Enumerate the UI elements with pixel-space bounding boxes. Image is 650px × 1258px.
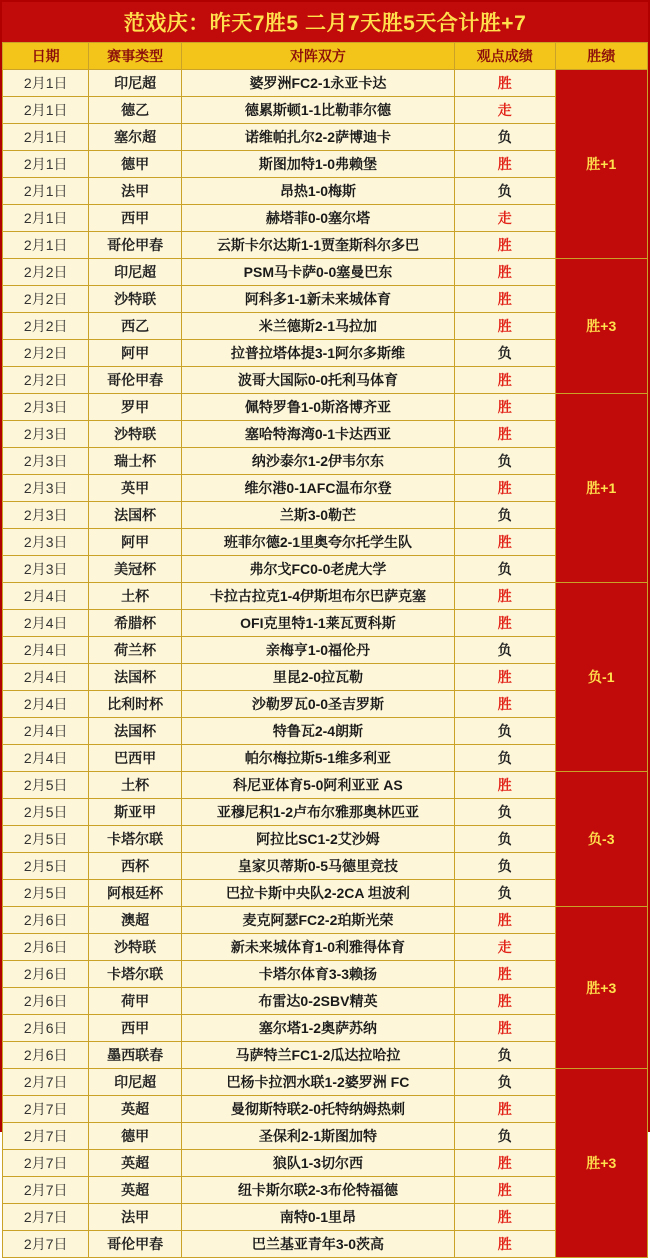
cell-league: 土杯 [89, 583, 181, 610]
cell-result: 胜 [455, 1177, 555, 1204]
cell-date: 2月5日 [3, 772, 89, 799]
cell-result: 负 [455, 340, 555, 367]
cell-league: 印尼超 [89, 70, 181, 97]
cell-result: 负 [455, 745, 555, 772]
cell-league: 塞尔超 [89, 124, 181, 151]
cell-match: 皇家贝蒂斯0-5马德里竞技 [181, 853, 454, 880]
cell-match: 拉普拉塔体提3-1阿尔多斯维 [181, 340, 454, 367]
cell-date: 2月6日 [3, 988, 89, 1015]
cell-match: 巴杨卡拉泗水联1-2婆罗洲 FC [181, 1069, 454, 1096]
cell-date: 2月1日 [3, 232, 89, 259]
cell-date: 2月3日 [3, 556, 89, 583]
cell-result: 胜 [455, 70, 555, 97]
table-row [3, 772, 648, 799]
cell-match: 塞尔塔1-2奥萨苏纳 [181, 1015, 454, 1042]
table-row [3, 70, 648, 97]
cell-group-summary: 胜+3 [555, 1069, 647, 1258]
table-row [3, 151, 648, 178]
cell-result: 胜 [455, 961, 555, 988]
table-row [3, 1042, 648, 1069]
cell-league: 英甲 [89, 475, 181, 502]
table-row [3, 853, 648, 880]
cell-result: 胜 [455, 583, 555, 610]
cell-date: 2月4日 [3, 583, 89, 610]
cell-league: 哥伦甲春 [89, 367, 181, 394]
cell-result: 胜 [455, 610, 555, 637]
cell-date: 2月3日 [3, 394, 89, 421]
cell-date: 2月4日 [3, 718, 89, 745]
cell-league: 希腊杯 [89, 610, 181, 637]
cell-league: 西甲 [89, 1015, 181, 1042]
cell-match: 云斯卡尔达斯1-1贾奎斯科尔多巴 [181, 232, 454, 259]
cell-date: 2月4日 [3, 664, 89, 691]
table-row [3, 934, 648, 961]
cell-match: 佩特罗鲁1-0斯洛博齐亚 [181, 394, 454, 421]
cell-match: 斯图加特1-0弗赖堡 [181, 151, 454, 178]
cell-result: 负 [455, 853, 555, 880]
table-row [3, 880, 648, 907]
cell-match: 卡拉古拉克1-4伊斯坦布尔巴萨克塞 [181, 583, 454, 610]
cell-result: 胜 [455, 232, 555, 259]
cell-match: 狼队1-3切尔西 [181, 1150, 454, 1177]
table-row [3, 826, 648, 853]
cell-match: 巴兰基亚青年3-0茨高 [181, 1231, 454, 1258]
table-row [3, 313, 648, 340]
cell-match: 德累斯顿1-1比勒菲尔德 [181, 97, 454, 124]
cell-league: 西杯 [89, 853, 181, 880]
table-row [3, 286, 648, 313]
cell-date: 2月5日 [3, 826, 89, 853]
cell-date: 2月4日 [3, 610, 89, 637]
table-row [3, 1069, 648, 1096]
cell-league: 墨西联春 [89, 1042, 181, 1069]
cell-result: 负 [455, 1042, 555, 1069]
cell-result: 负 [455, 1123, 555, 1150]
table-row [3, 1177, 648, 1204]
cell-date: 2月6日 [3, 961, 89, 988]
cell-match: 塞哈特海湾0-1卡达西亚 [181, 421, 454, 448]
table-row [3, 529, 648, 556]
cell-league: 德甲 [89, 1123, 181, 1150]
cell-league: 阿甲 [89, 340, 181, 367]
cell-date: 2月2日 [3, 367, 89, 394]
cell-match: 沙勒罗瓦0-0圣吉罗斯 [181, 691, 454, 718]
cell-match: 诺维帕扎尔2-2萨博迪卡 [181, 124, 454, 151]
cell-result: 胜 [455, 1015, 555, 1042]
cell-result: 胜 [455, 1096, 555, 1123]
page-title: 范戏庆：昨天7胜5 二月7天胜5天合计胜+7 [123, 12, 527, 35]
cell-match: 新未来城体育1-0利雅得体育 [181, 934, 454, 961]
cell-date: 2月5日 [3, 799, 89, 826]
cell-date: 2月1日 [3, 178, 89, 205]
cell-result: 胜 [455, 907, 555, 934]
cell-date: 2月5日 [3, 853, 89, 880]
table-row [3, 1096, 648, 1123]
cell-match: 昂热1-0梅斯 [181, 178, 454, 205]
cell-date: 2月7日 [3, 1096, 89, 1123]
cell-date: 2月3日 [3, 502, 89, 529]
table-row [3, 1123, 648, 1150]
cell-result: 胜 [455, 313, 555, 340]
cell-league: 沙特联 [89, 421, 181, 448]
cell-date: 2月4日 [3, 745, 89, 772]
cell-league: 卡塔尔联 [89, 826, 181, 853]
cell-match: 兰斯3-0勒芒 [181, 502, 454, 529]
table-row [3, 475, 648, 502]
table-row [3, 664, 648, 691]
table-row [3, 124, 648, 151]
cell-date: 2月6日 [3, 1042, 89, 1069]
table-row [3, 259, 648, 286]
cell-result: 胜 [455, 1150, 555, 1177]
cell-group-summary: 负-3 [555, 772, 647, 907]
cell-result: 胜 [455, 151, 555, 178]
cell-league: 瑞士杯 [89, 448, 181, 475]
cell-league: 印尼超 [89, 1069, 181, 1096]
cell-league: 法国杯 [89, 502, 181, 529]
cell-result: 胜 [455, 988, 555, 1015]
table-row [3, 1150, 648, 1177]
cell-league: 德乙 [89, 97, 181, 124]
table-body [3, 70, 648, 1258]
cell-date: 2月7日 [3, 1123, 89, 1150]
cell-result: 胜 [455, 664, 555, 691]
cell-result: 胜 [455, 772, 555, 799]
cell-league: 土杯 [89, 772, 181, 799]
cell-match: 纽卡斯尔联2-3布伦特福德 [181, 1177, 454, 1204]
cell-result: 负 [455, 718, 555, 745]
cell-result: 负 [455, 799, 555, 826]
column-header-result: 观点成绩 [455, 43, 555, 70]
table-row [3, 448, 648, 475]
cell-league: 沙特联 [89, 286, 181, 313]
table-row [3, 988, 648, 1015]
header-row [3, 43, 648, 70]
table-row [3, 718, 648, 745]
cell-result: 胜 [455, 529, 555, 556]
table-row [3, 637, 648, 664]
cell-league: 美冠杯 [89, 556, 181, 583]
cell-match: 马萨特兰FC1-2瓜达拉哈拉 [181, 1042, 454, 1069]
cell-date: 2月3日 [3, 529, 89, 556]
cell-league: 阿甲 [89, 529, 181, 556]
cell-result: 胜 [455, 286, 555, 313]
cell-result: 胜 [455, 475, 555, 502]
table-header [3, 43, 648, 70]
cell-result: 走 [455, 934, 555, 961]
cell-match: 麦克阿瑟FC2-2珀斯光荣 [181, 907, 454, 934]
cell-match: 米兰德斯2-1马拉加 [181, 313, 454, 340]
cell-result: 胜 [455, 1231, 555, 1258]
cell-league: 英超 [89, 1150, 181, 1177]
table-row [3, 97, 648, 124]
cell-match: 婆罗洲FC2-1永亚卡达 [181, 70, 454, 97]
cell-league: 卡塔尔联 [89, 961, 181, 988]
cell-result: 负 [455, 637, 555, 664]
column-header-date: 日期 [3, 43, 89, 70]
table-row [3, 367, 648, 394]
cell-league: 西甲 [89, 205, 181, 232]
cell-result: 负 [455, 124, 555, 151]
cell-match: 亲梅亨1-0福伦丹 [181, 637, 454, 664]
table-row [3, 556, 648, 583]
column-header-match: 对阵双方 [181, 43, 454, 70]
match-results-table [2, 42, 648, 1258]
cell-result: 负 [455, 880, 555, 907]
cell-match: 圣保利2-1斯图加特 [181, 1123, 454, 1150]
cell-result: 胜 [455, 259, 555, 286]
table-row [3, 745, 648, 772]
cell-result: 胜 [455, 394, 555, 421]
table-row [3, 178, 648, 205]
cell-date: 2月6日 [3, 907, 89, 934]
cell-match: 科尼亚体育5-0阿利亚亚 AS [181, 772, 454, 799]
cell-league: 法国杯 [89, 718, 181, 745]
cell-result: 负 [455, 448, 555, 475]
cell-date: 2月4日 [3, 691, 89, 718]
cell-date: 2月1日 [3, 151, 89, 178]
table-row [3, 1204, 648, 1231]
sheet-title-bar [2, 2, 648, 42]
cell-result: 走 [455, 97, 555, 124]
cell-date: 2月4日 [3, 637, 89, 664]
cell-league: 比利时杯 [89, 691, 181, 718]
cell-result: 走 [455, 205, 555, 232]
table-row [3, 205, 648, 232]
table-row [3, 691, 648, 718]
cell-match: 赫塔菲0-0塞尔塔 [181, 205, 454, 232]
cell-match: 纳沙泰尔1-2伊韦尔东 [181, 448, 454, 475]
cell-date: 2月7日 [3, 1231, 89, 1258]
cell-date: 2月2日 [3, 259, 89, 286]
cell-date: 2月6日 [3, 1015, 89, 1042]
cell-league: 荷甲 [89, 988, 181, 1015]
table-row [3, 340, 648, 367]
cell-result: 负 [455, 178, 555, 205]
column-header-league: 赛事类型 [89, 43, 181, 70]
cell-match: 班菲尔德2-1里奥夸尔托学生队 [181, 529, 454, 556]
cell-result: 胜 [455, 691, 555, 718]
cell-match: 里昆2-0拉瓦勒 [181, 664, 454, 691]
cell-date: 2月2日 [3, 340, 89, 367]
cell-group-summary: 负-1 [555, 583, 647, 772]
cell-date: 2月2日 [3, 286, 89, 313]
cell-date: 2月7日 [3, 1150, 89, 1177]
cell-result: 负 [455, 826, 555, 853]
cell-result: 胜 [455, 421, 555, 448]
cell-group-summary: 胜+3 [555, 907, 647, 1069]
cell-league: 罗甲 [89, 394, 181, 421]
cell-match: 弗尔戈FC0-0老虎大学 [181, 556, 454, 583]
cell-date: 2月3日 [3, 448, 89, 475]
cell-match: 波哥大国际0-0托利马体育 [181, 367, 454, 394]
cell-match: 卡塔尔体育3-3赖扬 [181, 961, 454, 988]
cell-result: 负 [455, 502, 555, 529]
cell-match: 亚穆尼积1-2卢布尔雅那奥林匹亚 [181, 799, 454, 826]
cell-group-summary: 胜+1 [555, 394, 647, 583]
cell-match: OFI克里特1-1莱瓦贾科斯 [181, 610, 454, 637]
cell-date: 2月3日 [3, 475, 89, 502]
cell-match: 帕尔梅拉斯5-1维多利亚 [181, 745, 454, 772]
cell-league: 巴西甲 [89, 745, 181, 772]
table-row [3, 583, 648, 610]
cell-date: 2月1日 [3, 124, 89, 151]
table-row [3, 502, 648, 529]
table-row [3, 394, 648, 421]
cell-match: 阿科多1-1新未来城体育 [181, 286, 454, 313]
cell-league: 哥伦甲春 [89, 1231, 181, 1258]
cell-league: 英超 [89, 1177, 181, 1204]
cell-match: 阿拉比SC1-2艾沙姆 [181, 826, 454, 853]
table-row [3, 907, 648, 934]
cell-match: 巴拉卡斯中央队2-2CA 坦波利 [181, 880, 454, 907]
cell-league: 斯亚甲 [89, 799, 181, 826]
cell-league: 德甲 [89, 151, 181, 178]
table-row [3, 1231, 648, 1258]
cell-league: 印尼超 [89, 259, 181, 286]
cell-league: 西乙 [89, 313, 181, 340]
table-row [3, 799, 648, 826]
table-row [3, 961, 648, 988]
cell-league: 沙特联 [89, 934, 181, 961]
cell-date: 2月1日 [3, 97, 89, 124]
cell-date: 2月7日 [3, 1204, 89, 1231]
cell-group-summary: 胜+3 [555, 259, 647, 394]
cell-league: 英超 [89, 1096, 181, 1123]
cell-league: 阿根廷杯 [89, 880, 181, 907]
cell-date: 2月1日 [3, 70, 89, 97]
column-header-summary: 胜绩 [555, 43, 647, 70]
cell-match: 曼彻斯特联2-0托特纳姆热刺 [181, 1096, 454, 1123]
cell-league: 法国杯 [89, 664, 181, 691]
cell-match: 南特0-1里昂 [181, 1204, 454, 1231]
cell-result: 负 [455, 556, 555, 583]
cell-date: 2月1日 [3, 205, 89, 232]
table-row [3, 1015, 648, 1042]
cell-match: PSM马卡萨0-0塞曼巴东 [181, 259, 454, 286]
cell-date: 2月7日 [3, 1069, 89, 1096]
cell-match: 特鲁瓦2-4朗斯 [181, 718, 454, 745]
cell-match: 维尔港0-1AFC温布尔登 [181, 475, 454, 502]
cell-result: 负 [455, 1069, 555, 1096]
cell-league: 法甲 [89, 178, 181, 205]
cell-match: 布雷达0-2SBV精英 [181, 988, 454, 1015]
cell-group-summary: 胜+1 [555, 70, 647, 259]
cell-date: 2月2日 [3, 313, 89, 340]
cell-league: 法甲 [89, 1204, 181, 1231]
cell-result: 胜 [455, 367, 555, 394]
cell-date: 2月3日 [3, 421, 89, 448]
cell-league: 荷兰杯 [89, 637, 181, 664]
cell-date: 2月7日 [3, 1177, 89, 1204]
table-row [3, 421, 648, 448]
cell-league: 哥伦甲春 [89, 232, 181, 259]
table-row [3, 232, 648, 259]
table-row [3, 610, 648, 637]
cell-league: 澳超 [89, 907, 181, 934]
cell-date: 2月6日 [3, 934, 89, 961]
cell-result: 胜 [455, 1204, 555, 1231]
cell-date: 2月5日 [3, 880, 89, 907]
